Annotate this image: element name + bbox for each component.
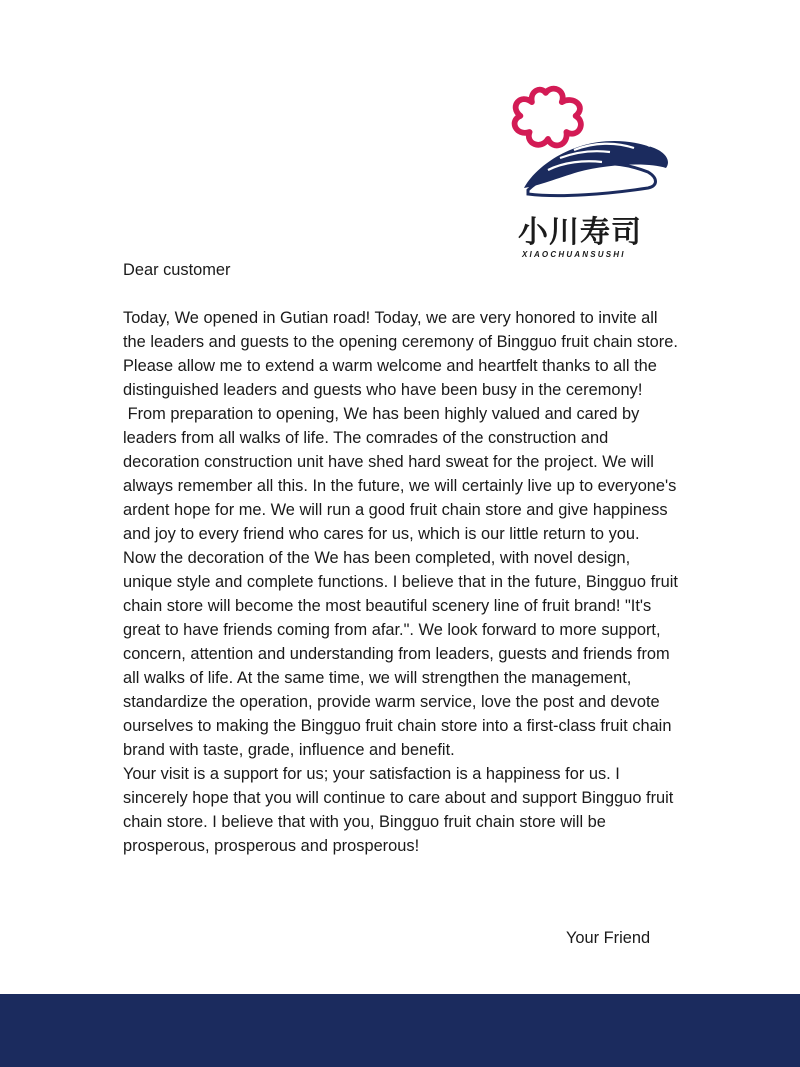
letter-greeting: Dear customer <box>123 261 231 279</box>
letter-paragraph: Your visit is a support for us; your satisfaction is a happiness for us. I sincerely hope that you will continue to care about and support Bingguo fruit chain store. I believe that with you, Bingguo fruit chain store will be prosperous, prosperous and prosperous! <box>123 765 674 855</box>
letter-body <box>123 258 679 858</box>
brand-logo <box>498 80 674 266</box>
cherry-blossom-icon <box>515 89 581 146</box>
letter-signoff: Your Friend <box>566 929 651 947</box>
letter-paragraph: From preparation to opening, We has been highly valued and cared by leaders from all walks of life. The comrades of the construction and decoration construction unit have shed hard sweat for the project. We will always remember all this. In the future, we will certainly live up to everyone's ardent hope for me. We will run a good fruit chain store and give happiness and joy to every friend who cares for us, which is our little return to you. <box>123 405 681 543</box>
brand-name-en: XIAOCHUANSUSHI <box>522 250 626 259</box>
brand-name-cn: 小川寿司 <box>518 215 642 250</box>
letter-paragraph: Now the decoration of the We has been completed, with novel design, unique style and complete functions. I believe that in the future, Bingguo fruit chain store will become the most beautiful scenery line of fruit brand! "It's great to have friends coming from afar.". We look forward to more support, concern, attention and understanding from leaders, guests and friends from all walks of life. At the same time, we will strengthen the management, standardize the operation, provide warm service, love the post and devote ourselves to making the Bingguo fruit chain store into a first-class fruit chain brand with taste, grade, influence and benefit. <box>123 549 678 759</box>
sushi-blossom-icon <box>498 80 674 210</box>
footer-band <box>0 994 800 1067</box>
letter-paragraph: Today, We opened in Gutian road! Today, we are very honored to invite all the leaders and guests to the opening ceremony of Bingguo fruit chain store. Please allow me to extend a warm welcome and heartfelt thanks to all the distinguished leaders and guests who have been busy in the ceremony! <box>123 309 678 399</box>
